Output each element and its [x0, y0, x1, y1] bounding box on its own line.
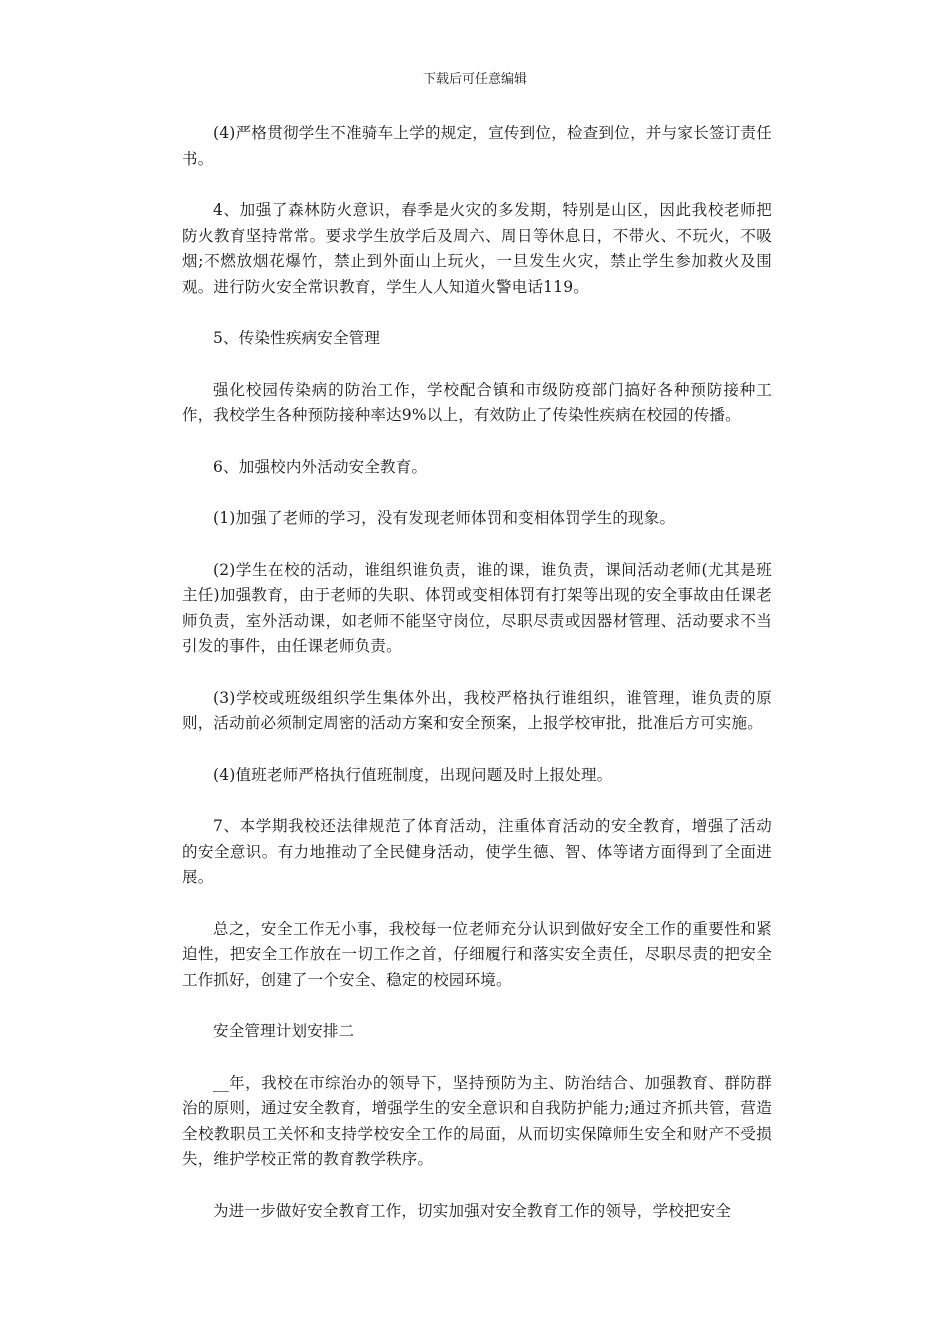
section-heading-plan-two: 安全管理计划安排二 [213, 1022, 355, 1040]
paragraph-sports-activity: 7、本学期我校还法律规范了体育活动，注重体育活动的安全教育，增强了活动的安全意识。有力地推动了全民健身活动，使学生德、智、体等诸方面得到了全面进展。 [182, 817, 772, 886]
paragraph-infectious-disease: 强化校园传染病的防治工作，学校配合镇和市级防疫部门搞好各种预防接种工作，我校学生各种预防接种率达9%以上，有效防止了传染性疾病在校园的传播。 [182, 380, 772, 424]
paragraph-item-4-bicycle-rule: (4)严格贯彻学生不准骑车上学的规定，宣传到位，检查到位，并与家长签订责任书。 [182, 124, 772, 168]
document-body [182, 121, 772, 1250]
paragraph-plan-continued: 为进一步做好安全教育工作，切实加强对安全教育工作的领导，学校把安全 [213, 1201, 732, 1220]
section-heading-activity-safety: 6、加强校内外活动安全教育。 [213, 457, 428, 476]
section-heading-infectious-disease: 5、传染性疾病安全管理 [213, 329, 381, 347]
paragraph-item-2-responsibility: (2)学生在校的活动，谁组织谁负责，谁的课，谁负责，课间活动老师(尤其是班主任)加强教育，由于老师的失职、体罚或变相体罚有打架等出现的安全事故由任课老师负责，室外活动课，如老师不能坚守岗位，尽职尽责或因器材管理、活动要求不当引发的事件，由任课老师负责。 [182, 560, 772, 655]
paragraph-summary: 总之，安全工作无小事，我校每一位老师充分认识到做好安全工作的重要性和紧迫性，把安全工作放在一切工作之首，仔细履行和落实安全责任，尽职尽责的把安全工作抓好，创建了一个安全、稳定的校园环境。 [182, 919, 772, 989]
paragraph-fire-prevention: 4、加强了森林防火意识，春季是火灾的多发期，特别是山区，因此我校老师把防火教育坚持常常。要求学生放学后及周六、周日等休息日，不带火、不玩火，不吸烟;不燃放烟花爆竹，禁止到外面山上玩火，一旦发生火灾，禁止学生参加救火及围观。进行防火安全常识教育，学生人人知道火警电话119。 [182, 201, 772, 296]
paragraph-item-1-teacher-study: (1)加强了老师的学习，没有发现老师体罚和变相体罚学生的现象。 [213, 509, 676, 527]
paragraph-item-4-duty-system: (4)值班老师严格执行值班制度，出现问题及时上报处理。 [213, 765, 613, 784]
paragraph-item-3-group-outing: (3)学校或班级组织学生集体外出，我校严格执行谁组织，谁管理，谁负责的原则，活动前必须制定周密的活动方案和安全预案，上报学校审批，批准后方可实施。 [182, 688, 772, 732]
page-header: 下载后可任意编辑 [422, 72, 527, 87]
paragraph-plan-intro: __年，我校在市综治办的领导下，坚持预防为主、防治结合、加强教育、群防群治的原则，通过安全教育，增强学生的安全意识和自我防护能力;通过齐抓共管，营造全校教职员工关怀和支持学校安全工作的局面，从而切实保障师生安全和财产不受损失，维护学校正常的教育教学秩序。 [182, 1073, 772, 1168]
